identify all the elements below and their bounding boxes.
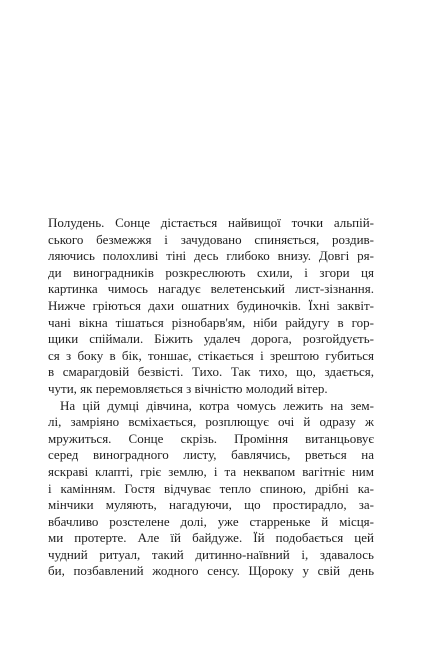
body-text xyxy=(48,215,374,580)
text-line: На цій думці дівчина, котра чомусь лежить на зем- xyxy=(60,397,374,413)
text-line: Полудень. Сонце дістається найвищої точки альпій- xyxy=(48,215,374,230)
text-line: лі, замріяно всміхається, розплющує очі й одразу ж xyxy=(48,414,374,430)
text-line: чудний ритуал, такий дитинно-наївний і, здавалось xyxy=(48,546,374,562)
text-line: серед виноградного листу, бавлячись, рветься на xyxy=(48,447,374,463)
text-line: мружиться. Сонце скрізь. Проміння витанцьовує xyxy=(48,430,374,446)
text-line: ського безмежжя і зачудовано спиняється, роздив- xyxy=(48,231,374,247)
text-line: картинка чимось нагадує велетенський лист-зізнання. xyxy=(48,281,374,297)
text-line: ми протерте. Але їй байдуже. Їй подобається цей xyxy=(48,530,374,546)
text-line: ди виноградників розкреслюють схили, і згори ця xyxy=(48,264,374,280)
text-line: би, позбавлений жодного сенсу. Щороку у свій день xyxy=(48,563,374,579)
text-line: ся з боку в бік, тоншає, стікається і зрештою губиться xyxy=(48,347,374,363)
text-line: і камінням. Гостя відчуває тепло спиною, дрібні ка- xyxy=(48,480,374,496)
text-line: яскраві клапті, гріє землю, і та неквапом вагітніє ним xyxy=(48,463,374,479)
text-line: в смарагдовій безвісті. Тихо. Так тихо, що, здається, xyxy=(48,364,374,380)
text-line: ляючись полохливі тіні десь глибоко внизу. Довгі ря- xyxy=(48,248,374,264)
paragraph-1 xyxy=(48,215,374,398)
text-line: щики спіймали. Біжить удалеч дорога, розгойдуєть- xyxy=(48,331,374,347)
paragraph-2 xyxy=(48,398,374,581)
text-line: мінчики муляють, нагадуючи, що простирадло, за- xyxy=(48,497,374,513)
text-line: Нижче гріються дахи ошатних будиночків. Їхні заквіт- xyxy=(48,297,374,313)
text-line: чути, як перемовляється з вічністю молодий вітер. xyxy=(48,380,328,396)
text-line: вбачливо розстелене долі, уже старреньке й місця- xyxy=(48,513,374,529)
text-line: чані вікна тішаться різнобарв'ям, ніби райдугу в гор- xyxy=(48,314,374,330)
